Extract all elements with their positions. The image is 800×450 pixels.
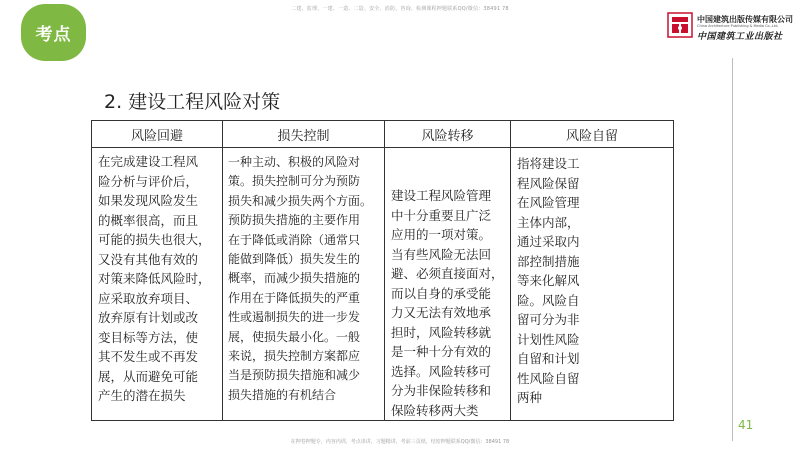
cell-text: 指将建设工 程风险保留 在风险管理 主体内部， 通过采取内 部控制措施 等来化解风 险。风险自 留可分为非 计划性风险 自留和计划 性风险自留 两种	[517, 156, 580, 405]
header-risk-retention: 风险自留	[511, 121, 674, 148]
publisher-name-cn: 中国建筑出版传媒有限公司	[697, 15, 793, 24]
page-number: 41	[738, 418, 754, 432]
right-divider	[732, 58, 733, 441]
cell-text: 一种主动、积极的风险对 策。损失控制可分为预防 损失和减少损失两个方面。 预防损失措施的主要作用 在于降低或消除（通常只 能做到降低）损失发生的 概率，而减少损失措施的 作用在于降低损失的严重 性或遏制损失的进一步发 展，使损失最小化。一般 来说，损失控制方案都应 当是预防损失措施和减少 损失措施的有机结合	[228, 155, 373, 402]
table-row	[92, 148, 674, 421]
publisher-logo-icon	[667, 12, 693, 38]
publisher-logo-block	[667, 12, 793, 42]
topic-badge	[21, 4, 86, 61]
table-header-row	[92, 121, 674, 148]
page-title: 2. 建设工程风险对策	[104, 91, 281, 113]
cell-text: 在完成建设工程风 险分析与评价后， 如果发现风险发生 的概率很高，而且 可能的损失也很大， 又没有其他有效的 对策来降低风险时， 应采取放弃项目、 放弃原有计划或改 变目标等方法，使 其不发生或不再发 展，从而避免可能 产生的潜在损失	[98, 154, 211, 403]
publisher-name-en: China Architecture Publishing & Media Co.,Ltd.	[697, 24, 779, 28]
cell-risk-avoidance	[92, 148, 223, 421]
badge-label: 考点	[35, 25, 72, 45]
risk-response-table	[91, 120, 674, 421]
cell-risk-retention	[511, 148, 674, 421]
header-loss-control: 损失控制	[223, 121, 385, 148]
cell-text: 建设工程风险管理 中十分重要且广泛 应用的一项对策。 当有些风险无法回 避、必须直接面对， 而以自身的承受能 力又无法有效地承 担时，风险转移就 是一种十分有效的 选择。风险转移可 分为非保险转移和 保险转移两大类	[391, 188, 504, 418]
cell-risk-transfer	[385, 148, 511, 421]
bottom-note: 在押卷押题专，内容内训，考点串讲，习题精讲，考前三页纸，结密押题联系QQ/微信：38491 78	[290, 439, 510, 445]
header-risk-avoidance: 风险回避	[92, 121, 223, 148]
top-note: 二建、监理、一建、一造、二造、安全、消防、咨询、检测课程押题联系QQ/微信：38491 78	[291, 6, 509, 12]
header-risk-transfer: 风险转移	[385, 121, 511, 148]
cell-loss-control	[223, 148, 385, 421]
publisher-name-art: 中国建筑工业出版社	[697, 32, 783, 42]
